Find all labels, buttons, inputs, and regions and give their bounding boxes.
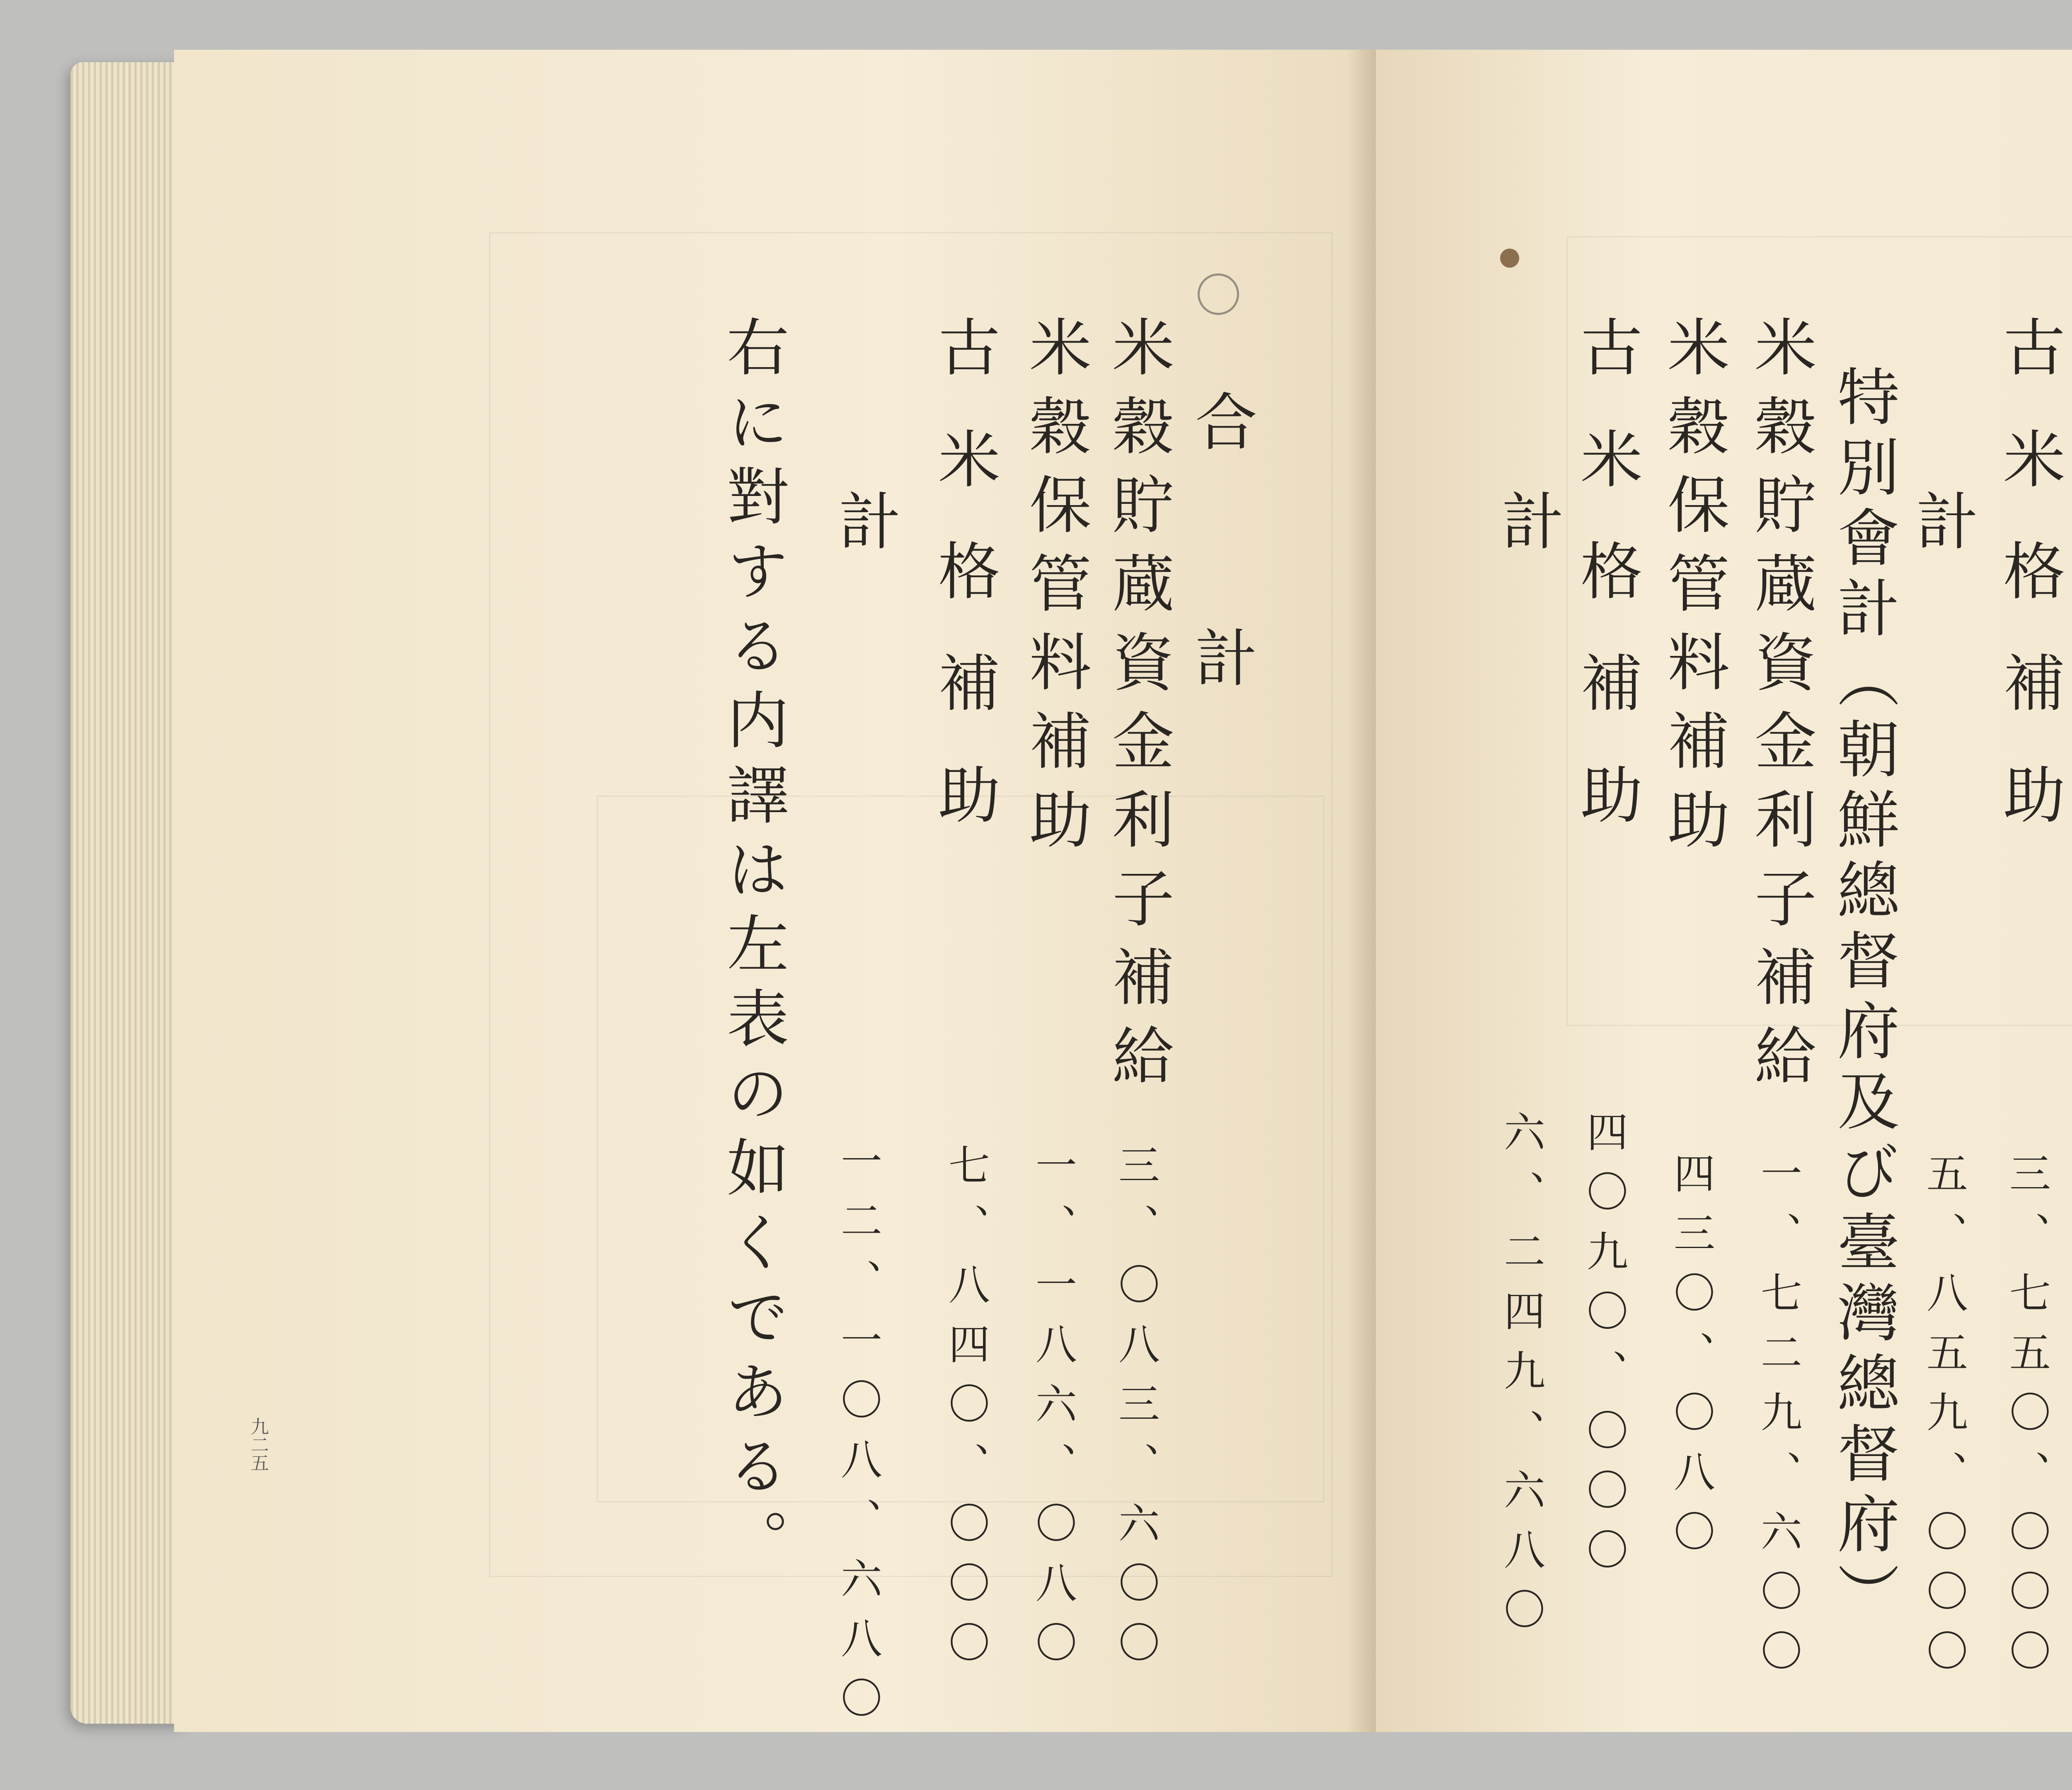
left-item-amount: 一、一八六、〇八〇 <box>1029 1144 1077 1681</box>
special-item-label: 米穀保管料補助 <box>1657 315 1729 866</box>
special-account-heading: 特別會計（朝鮮總督府及び臺灣總督府） <box>1827 365 1899 1633</box>
special-item-label: 古米格補助 <box>1570 315 1642 874</box>
left-item-label: 米穀貯蔵資金利子補給 <box>1101 315 1174 1102</box>
circle-mark-icon <box>1198 273 1239 315</box>
left-item-label: 米穀保管料補助 <box>1019 315 1091 866</box>
special-item-label: 計 <box>1491 489 1563 568</box>
left-item-amount: 一二、一〇八、六八〇 <box>834 1139 882 1736</box>
left-closing-text: 右に對する内譯は左表の如くである。 <box>716 315 788 1583</box>
open-book <box>70 50 2072 1740</box>
special-item-amount: 一、七二九、六〇〇 <box>1754 1152 1802 1689</box>
right-page <box>1376 50 2072 1732</box>
page-edges-left <box>70 62 186 1724</box>
special-item-amount: 四〇九〇、〇〇〇 <box>1580 1110 1628 1588</box>
page-number-left: 九二五 <box>247 1417 269 1472</box>
left-item-label: 古米格補助 <box>927 315 1000 874</box>
left-page <box>174 50 1376 1736</box>
general-item-amount: 三、七五〇、〇〇〇 <box>2002 1152 2051 1689</box>
ink-stain <box>1500 249 1519 268</box>
left-item-amount: 七、八四〇、〇〇〇 <box>942 1144 990 1681</box>
left-header-total: 合 計 <box>1184 389 1256 704</box>
special-item-amount: 六、二四九、六八〇 <box>1497 1110 1545 1647</box>
general-item-label: 計 <box>1905 489 1978 568</box>
special-item-label: 米穀貯蔵資金利子補給 <box>1744 315 1816 1102</box>
special-item-amount: 四三〇、〇八〇 <box>1667 1152 1715 1570</box>
left-item-label: 計 <box>828 489 900 568</box>
general-item-label: 古米格補助 <box>1992 315 2065 874</box>
general-item-amount: 五、八五九、〇〇〇 <box>1920 1152 1968 1689</box>
left-item-amount: 三、〇八三、六〇〇 <box>1111 1144 1160 1681</box>
